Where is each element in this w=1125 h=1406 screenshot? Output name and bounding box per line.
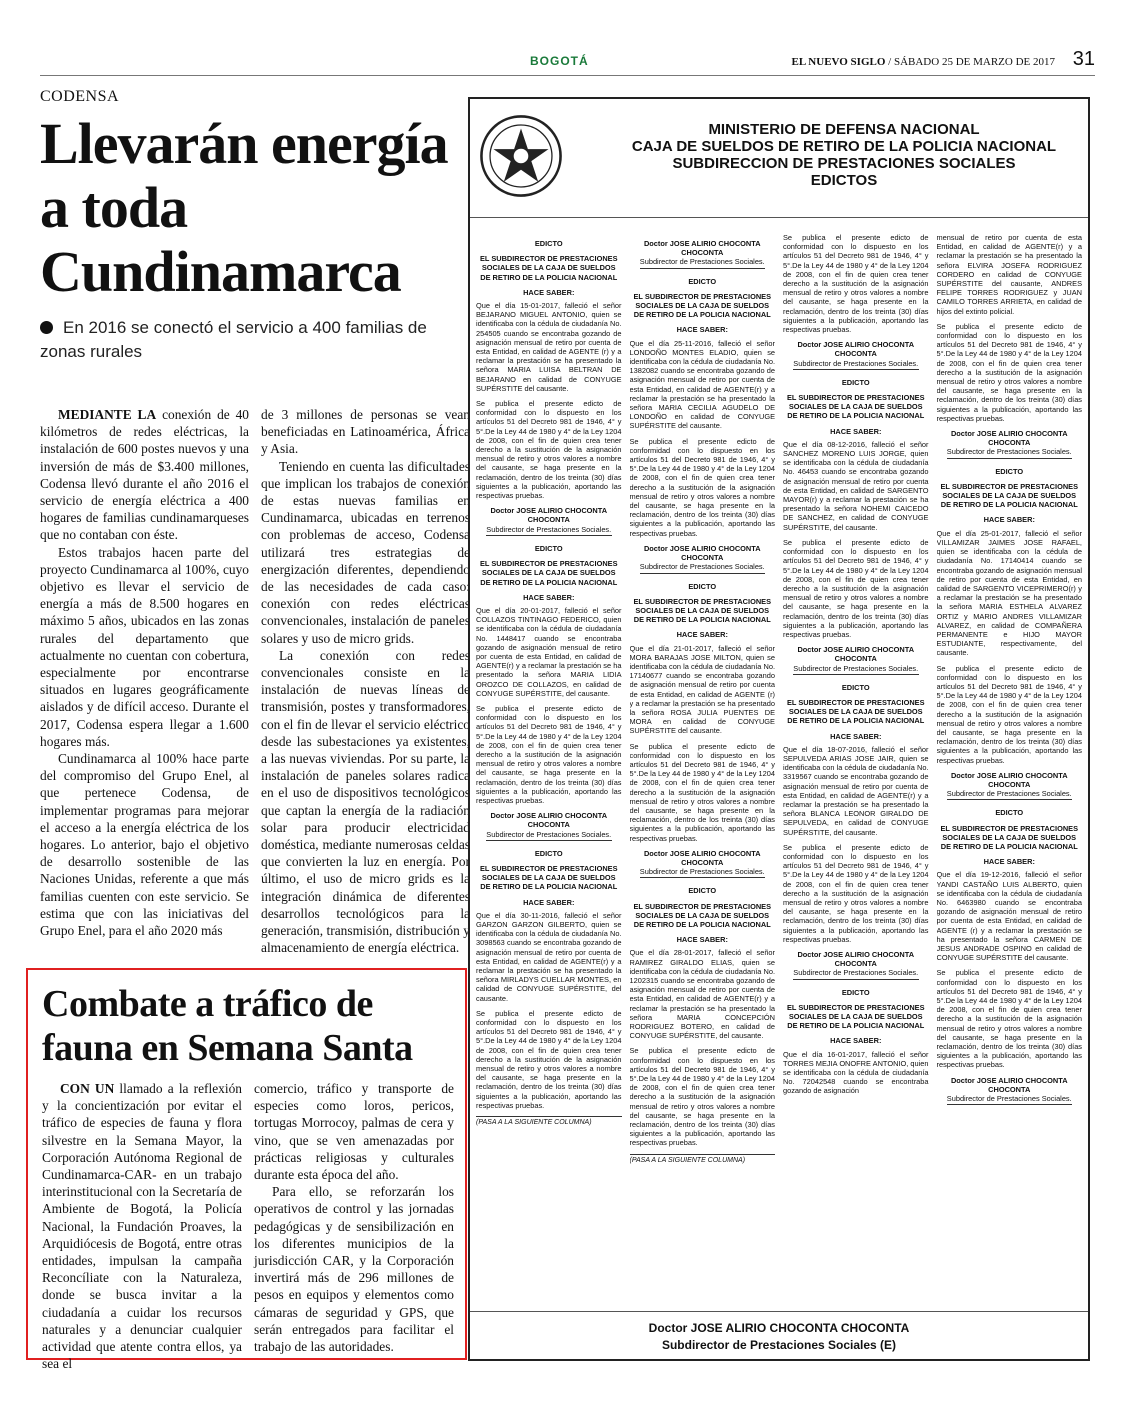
edict-authority: EL SUBDIRECTOR DE PRESTACIONES SOCIALES DE LA CAJA DE SUELDOS DE RETIRO DE LA POLICIA NACIONAL — [786, 393, 925, 421]
edict-signer: Doctor JOSE ALIRIO CHOCONTA CHOCONTA — [950, 1075, 1068, 1094]
edict-authority: EL SUBDIRECTOR DE PRESTACIONES SOCIALES DE LA CAJA DE SUELDOS DE RETIRO DE LA POLICIA NACIONAL — [786, 697, 925, 726]
edicts-title — [610, 121, 1078, 189]
edict-signer-title: Subdirector de Prestaciones Sociales. — [793, 359, 919, 370]
edict-text: Que el día 21-01-2017, falleció el señor MORA BARAJAS JOSE MILTON, quien se identificaba con la cédula de ciudadanía No. 17140677 cuando se encontraba gozando de asignación mensual de retiro por cuenta de esta Entidad, en calidad de AGENTE (r) y a reclamar la prestación se ha presentado la señora ROSA JULIA PUENTES DE MORA en calidad de CONYUGE SUPÉRSTITE del causante. — [629, 643, 775, 736]
edict-signer-title: Subdirector de Prestaciones Sociales. — [640, 562, 766, 573]
edict-text: Se publica el presente edicto de conformidad con lo dispuesto en los artículos 51 del Decreto 981 de 1946, 4° y 5°.De la Ley 44 de 1980 y 4° de la Ley 1204 de 2008, con el fin de quien crea tener derecho a la sustitución de la asignación mensual de retiro y otros valores a nombre del causante, se haga presente en la reclamación, dentro de los treinta (30) días siguientes a la publicación, aportando las respectivas pruebas. — [476, 399, 622, 501]
edict-text: Se publica el presente edicto de conformidad con lo dispuesto en los artículos 51 del Decreto 981 de 1946, 4° y 5°.De la Ley 44 de 1980 y 4° de la Ley 1204 de 2008, con el fin de quien crea tener derecho a la sustitución de la asignación mensual de retiro y otros valores a nombre del causante, se haga presente en la reclamación, dentro de los treinta (30) días siguientes a la publicación, aportando las respectivas pruebas. — [629, 436, 775, 538]
masthead-date — [791, 56, 1055, 68]
edict-hace-saber: HACE SABER: — [676, 935, 728, 945]
edict-authority: EL SUBDIRECTOR DE PRESTACIONES SOCIALES DE LA CAJA DE SUELDOS DE RETIRO DE LA POLICIA NACIONAL — [633, 596, 772, 625]
edict-signer-title: Subdirector de Prestaciones Sociales. — [947, 1094, 1073, 1105]
paragraph-text: conexión de 40 kilómetros de redes eléctricas, la instalación de 600 postes nuevos y una inversión de más de $3.400 millones, Codensa llevó durante el año 2016 el servicio de energía eléctrica a 400 hogares de familias cundinamarqueses que no contaban con éste. — [40, 407, 250, 543]
header-rule — [40, 75, 1095, 76]
edict-label: EDICTO — [841, 377, 870, 387]
edict-text: Que el día 28-01-2017, falleció el señor RAMIREZ GIRALDO ELIAS, quien se identificaba con la cédula de ciudadanía No. 1202315 cuando se encontraba gozando de asignación mensual de retiro por cuenta de esta Entidad, en calidad de AGENTE(r) y a reclamar la prestación se ha presentado la señora MARIA CONCEPCIÓN RODRIGUEZ BOTERO, en calidad de CONYUGE SUPÉRSTITE, del causante. — [629, 948, 775, 1041]
edict-signer: Doctor JOSE ALIRIO CHOCONTA CHOCONTA — [950, 429, 1068, 448]
edict-signer: Doctor JOSE ALIRIO CHOCONTA CHOCONTA — [490, 506, 608, 525]
edict-signer: Doctor JOSE ALIRIO CHOCONTA CHOCONTA — [797, 950, 915, 969]
edict-text: Se publica el presente edicto de conformidad con lo dispuesto en los artículos 51 del Decreto 981 de 1946, 4° y 5°.De la Ley 44 de 1980 y 4° de la Ley 1204 de 2008, con el fin de quien crea tener derecho a la sustitución de la asignación mensual de retiro y otros valores a nombre del causante, se haga presente en la reclamación, dentro de los treinta (30) días siguientes a la publicación, aportando las respectivas pruebas. — [783, 233, 929, 335]
edict-signer-title: Subdirector de Prestaciones Sociales. — [947, 789, 1073, 800]
edict-text: Se publica el presente edicto de conformidad con lo dispuesto en los artículos 51 del Decreto 981 de 1946, 4° y 5°.De la Ley 44 de 1980 y 4° de la Ley 1204 de 2008, con el fin de quien crea tener derecho a la sustitución de la asignación mensual de retiro y otros valores a nombre del causante, se haga presente en la reclamación, dentro de los treinta (30) días siguientes a la publicación, aportando las respectivas pruebas. — [783, 537, 929, 639]
edict-signer-title: Subdirector de Prestaciones Sociales. — [640, 867, 766, 878]
edict-hace-saber: HACE SABER: — [523, 592, 575, 602]
article-fauna — [26, 968, 467, 1372]
paper-name: EL NUEVO SIGLO — [791, 56, 886, 68]
title-line: CAJA DE SUELDOS DE RETIRO DE LA POLICIA NACIONAL — [631, 138, 1057, 155]
edict-label: EDICTO — [534, 848, 563, 858]
edict-text: Que el día 25-11-2016, falleció el señor LONDOÑO MONTES ELADIO, quien se identificaba con la cédula de ciudadanía No. 1382082 cuando se encontraba gozando de asignación mensual de retiro por cuenta de esta Entidad, en calidad de AGENTE(r) y a reclamar la prestación se ha presentado la señora MARIA CECILIA AGUDELO DE LONDOÑO en calidad de CONYUGE SUPÉRSTITE del causante. — [629, 338, 775, 431]
edict-text: Se publica el presente edicto de conformidad con lo dispuesto en los artículos 51 del Decreto 981 de 1946, 4° y 5°.De la Ley 44 de 1980 y 4° de la Ley 1204 de 2008, con el fin de quien crea tener derecho a la sustitución de la asignación mensual de retiro y otros valores a nombre del causante, se haga presente en la reclamación, dentro de los treinta (30) días siguientes a la publicación, aportando las respectivas pruebas. — [936, 663, 1082, 765]
footer-signer: Doctor JOSE ALIRIO CHOCONTA CHOCONTA — [648, 1321, 910, 1335]
edict-signer-title: Subdirector de Prestaciones Sociales. — [793, 664, 919, 675]
edict-signer-title: Subdirector de Prestaciones Sociales. — [793, 968, 919, 979]
deck — [40, 316, 470, 364]
paragraph — [42, 1080, 242, 1372]
edict-text: Que el día 18-07-2016, falleció el señor SEPULVEDA ARIAS JOSE JAIR, quien se identificaba con la cédula de ciudadanía No. 3319567 cuando se encontraba gozando de asignación mensual de retiro por cuenta de esta Entidad, en calidad de AGENTE(r) y a reclamar la prestación se ha presentado la señora BLANCA LEONOR GIRALDO DE SEPULVEDA, en calidad de CONYUGE SUPÉRSTITE, del causante. — [783, 744, 929, 837]
edict-authority: EL SUBDIRECTOR DE PRESTACIONES SOCIALES DE LA CAJA DE SUELDOS DE RETIRO DE LA POLICIA NACIONAL — [479, 863, 618, 892]
edict-label: EDICTO — [995, 808, 1024, 818]
edict-hace-saber: HACE SABER: — [830, 731, 882, 741]
body-column-1 — [40, 406, 249, 957]
edict-text: Se publica el presente edicto de conformidad con lo dispuesto en los artículos 51 del Decreto 981 de 1946, 4° y 5°.De la Ley 44 de 1980 y 4° de la Ley 1204 de 2008, con el fin de quien crea tener derecho a la sustitución de la asignación mensual de retiro y otros valores a nombre del causante, se haga presente en la reclamación, dentro de los treinta (30) días siguientes a la publicación, aportando las respectivas pruebas. — [629, 741, 775, 843]
paragraph: La conexión con redes convencionales consiste en la instalación de nuevas líneas de transmisión, postes y transformadores, con el fin de llevar el servicio eléctrico desde las subestaciones ya existentes, a las nuevas viviendas. Por su parte, la instalación de paneles solares radica en el uso de dispositivos tecnológicos que captan la energía de la radiación solar para producir electricidad doméstica, mediante numerosas celdas que convierten la luz en energía. Por último, el uso de micro grids es la integración dinámica de diferentes desarrollos tecnológicos para la generación, transmisión, distribución y almacenamiento de energía eléctrica. — [261, 647, 470, 956]
edict-label: EDICTO — [688, 886, 717, 896]
edict-hace-saber: HACE SABER: — [676, 325, 728, 335]
page-number: 31 — [1072, 48, 1095, 70]
edict-text: Que el día 25-01-2017, falleció el señor VILLAMIZAR JAIMES JOSE RAFAEL, quien se identificaba con la cédula de ciudadanía No. 17140414 cuando se encontraba gozando de asignación mensual de retiro por cuenta de esta Entidad, en calidad de SARGENTO VICEPRIMERO(r) y a reclamar la prestación se ha presentado la señora MARIA ESTHELA ALVAREZ ORTIZ y MARIO ANDRES VILLAMIZAR ALVAREZ, en calidad de COMPAÑERA PERMANENTE e HIJO MAYOR ESTUDIANTE, respectivamente, del causante. — [936, 528, 1082, 658]
edict-signer: Doctor JOSE ALIRIO CHOCONTA CHOCONTA — [490, 811, 608, 830]
lead-in: CON UN — [60, 1081, 115, 1096]
body-column-2 — [261, 406, 470, 957]
edict-authority: EL SUBDIRECTOR DE PRESTACIONES SOCIALES DE LA CAJA DE SUELDOS DE RETIRO DE LA POLICIA NACIONAL — [940, 823, 1079, 851]
paragraph: Teniendo en cuenta las dificultades que implican los trabajos de conexión de estas nuevas familias en Cundinamarca, ubicadas en terrenos con problemas de acceso, Codensa utilizará tres estrategias de energización diferentes, dependiendo de las necesidades de cada caso: conexión con redes eléctricas convencionales, instalación de paneles solares y uso de micro grids. — [261, 458, 470, 646]
edict-label: EDICTO — [688, 276, 717, 286]
edict-signer: Doctor JOSE ALIRIO CHOCONTA CHOCONTA — [950, 770, 1068, 789]
edict-authority: EL SUBDIRECTOR DE PRESTACIONES SOCIALES DE LA CAJA DE SUELDOS DE RETIRO DE LA POLICIA NACIONAL — [479, 559, 618, 587]
lead-in: MEDIANTE LA — [58, 407, 157, 422]
article-body — [42, 1080, 454, 1372]
edict-signer: Doctor JOSE ALIRIO CHOCONTA CHOCONTA — [797, 340, 915, 359]
edicts-footer — [470, 1311, 1088, 1359]
edict-signer-title: Subdirector de Prestaciones Sociales. — [947, 447, 1073, 458]
edict-label: EDICTO — [534, 543, 563, 553]
edict-authority: EL SUBDIRECTOR DE PRESTACIONES SOCIALES DE LA CAJA DE SUELDOS DE RETIRO DE LA POLICIA NACIONAL — [479, 254, 618, 282]
paragraph: comercio, tráfico y transporte de especies como loros, pericos, tortugas Morrocoy, palmas de cera y vino, que se ven amenazadas por prácticas religiosas y culturales durante esta época del año. — [254, 1081, 454, 1183]
edict-text: Se publica el presente edicto de conformidad con lo dispuesto en los artículos 51 del Decreto 981 de 1946, 4° y 5°.De la Ley 44 de 1980 y 4° de la Ley 1204 de 2008, con el fin de quien crea tener derecho a la sustitución de la asignación mensual de retiro y otros valores a nombre del causante, se haga presente en la reclamación, dentro de los treinta (30) días siguientes a la publicación, aportando las respectivas pruebas. — [783, 842, 929, 944]
edict-label: EDICTO — [995, 466, 1024, 476]
paragraph — [40, 406, 249, 544]
deck-text: En 2016 se conectó el servicio a 400 familias de zonas rurales — [40, 318, 427, 361]
edict-signer: Doctor JOSE ALIRIO CHOCONTA CHOCONTA — [797, 645, 915, 664]
edict-signer-title: Subdirector de Prestaciones Sociales. — [486, 525, 612, 536]
edict-text: Se publica el presente edicto de conformidad con lo dispuesto en los artículos 51 del Decreto 981 de 1946, 4° y 5°.De la Ley 44 de 1980 y 4° de la Ley 1204 de 2008, con el fin de quien crea tener derecho a la sustitución de la asignación mensual de retiro y otros valores a nombre del causante, se haga presente en la reclamación, dentro de los treinta (30) días siguientes a la publicación, aportando las respectivas pruebas. — [936, 968, 1082, 1070]
edict-hace-saber: HACE SABER: — [523, 287, 575, 297]
paragraph: Para ello, se reforzarán los operativos de control y las jornadas pedagógicas y de sensibilización en los diferentes municipios de la jurisdicción CAR, y la Corporación invertirá más de 296 millones de pesos en equipos y elementos como cámaras de seguridad y GPS, que serán entregados para facilitar el trabajo de las autoridades. — [254, 1184, 454, 1355]
issue-date: / SÁBADO 25 DE MARZO DE 2017 — [885, 56, 1055, 68]
continue-note: (PASA A LA SIGUIENTE COLUMNA) — [476, 1116, 622, 1127]
title-line: SUBDIRECCION DE PRESTACIONES SOCIALES — [672, 155, 1016, 172]
edict-hace-saber: HACE SABER: — [830, 1036, 882, 1046]
edict-hace-saber: HACE SABER: — [523, 897, 575, 907]
edict-text: Que el día 15-01-2017, falleció el señor BEJARANO MIGUEL ANTONIO, quien se identificaba con la cédula de ciudadanía No. 254505 cuando se encontraba gozando de asignación mensual de retiro por cuenta de esta Entidad, en calidad de AGENTE (r) y a reclamar la prestación se ha presentado la señora MARIA LUISA BELTRAN DE BEJARANO en calidad de CONYUGE SUPÉRSTITE del causante. — [476, 301, 622, 393]
edict-label: EDICTO — [688, 581, 717, 591]
headline: Llevarán energía a toda Cundinamarca — [40, 111, 448, 304]
edict-text: Que el día 08-12-2016, falleció el señor SANCHEZ MORENO LUIS JORGE, quien se identificaba con la cédula de ciudadanía No. 46453 cuando se encontraba gozando de asignación mensual de retiro por cuenta de esta Entidad, en calidad de SARGENTO MAYOR(r) y a reclamar la prestación se ha presentado la señora NOHEMI CAICEDO DE SANCHEZ, en calidad de CONYUGE SUPÉRSTITE, del causante. — [783, 439, 929, 532]
body-column-1 — [42, 1080, 242, 1372]
police-seal-icon — [478, 113, 564, 199]
edict-authority: EL SUBDIRECTOR DE PRESTACIONES SOCIALES DE LA CAJA DE SUELDOS DE RETIRO DE LA POLICIA NACIONAL — [940, 481, 1079, 510]
edict-text: Que el día 16-01-2017, falleció el señor TORRES MEJIA ONOFRE ANTONIO, quien se identificaba con la cédula de ciudadanía No. 72042548 cuando se encontraba gozando de asignación — [783, 1049, 929, 1096]
edict-hace-saber: HACE SABER: — [983, 515, 1035, 525]
paragraph: Cundinamarca al 100% hace parte del compromiso del Grupo Enel, al que pertenece Codensa, de implementar programas para mejorar el acceso a la energía eléctrica de los hogares. Lo anterior, bajo el objetivo de desarrollo sostenible de las Naciones Unidas, referente a que más familias cuenten con este servicio. Se estima que con las iniciativas del Grupo Enel, para el año 2020 más — [40, 751, 249, 939]
headline: Combate a tráfico de fauna en Semana Santa — [42, 983, 413, 1069]
edict-hace-saber: HACE SABER: — [830, 426, 882, 436]
edict-label: EDICTO — [841, 682, 870, 692]
title-line: EDICTOS — [810, 172, 878, 189]
edict-signer: Doctor JOSE ALIRIO CHOCONTA CHOCONTA — [643, 543, 761, 563]
edicts-columns — [476, 233, 1082, 1298]
edict-text: Se publica el presente edicto de conformidad con lo dispuesto en los artículos 51 del Decreto 981 de 1946, 4° y 5°.De la Ley 44 de 1980 y 4° de la Ley 1204 de 2008, con el fin de quien crea tener derecho a la sustitución de la asignación mensual de retiro y otros valores a nombre del causante, se haga presente en la reclamación, dentro de los treinta (30) días siguientes a la publicación, aportando las respectivas pruebas. — [936, 321, 1082, 423]
edict-signer: Doctor JOSE ALIRIO CHOCONTA CHOCONTA — [643, 848, 761, 867]
edict-signer-title: Subdirector de Prestaciones Sociales. — [640, 257, 766, 268]
edict-text: Se publica el presente edicto de conformidad con lo dispuesto en los artículos 51 del Decreto 981 de 1946, 4° y 5°.De la Ley 44 de 1980 y 4° de la Ley 1204 de 2008, con el fin de quien crea tener derecho a la sustitución de la asignación mensual de retiro y otros valores a nombre del causante, se haga presente en la reclamación, dentro de los treinta (30) días siguientes a la publicación, aportando las respectivas pruebas. — [476, 703, 622, 805]
edict-column-1 — [476, 233, 622, 1298]
edict-text: mensual de retiro por cuenta de esta Entidad, en calidad de AGENTE(r) y a reclamar la prestación se ha presentado la señora ELVIRA JOSEFA RODRIGUEZ CORDERO en calidad de CONYUGE SUPÉRSTITE del causante, ANDRES FELIPE TORRES RODRIGUEZ y JUAN CAMILO TORRES ARRIETA, en calidad de hijos del extinto policial. — [936, 233, 1082, 316]
edict-text: Se publica el presente edicto de conformidad con lo dispuesto en los artículos 51 del Decreto 981 de 1946, 4° y 5°.De la Ley 44 de 1980 y 4° de la Ley 1204 de 2008, con el fin de quien crea tener derecho a la sustitución de la asignación mensual de retiro y otros valores a nombre del causante, se haga presente en la reclamación, dentro de los treinta (30) días siguientes a la publicación, aportando las respectivas pruebas. — [476, 1008, 622, 1110]
edicts-notice — [468, 97, 1090, 1361]
edict-text: Que el día 30-11-2016, falleció el señor GARZON GARZON GILBERTO, quien se identificaba con la cédula de ciudadanía No. 3098563 cuando se encontraba gozando de asignación mensual de retiro por cuenta de esta Entidad, en calidad de AGENTE(r) y a reclamar la prestación se ha presentado la señora MIRLADYS CUELLAR MONTES, en calidad de CONYUGE SUPÉRSTITE, del causante. — [476, 910, 622, 1003]
edict-label: EDICTO — [841, 987, 870, 997]
edicts-header — [470, 99, 1088, 218]
edict-text: Que el día 19-12-2016, falleció el señor YANDI CASTAÑO LUIS ALBERTO, quien se identificaba con la cédula de ciudadanía No. 6463980 cuando se encontraba gozando de asignación mensual de retiro por cuenta de esta Entidad, en calidad de AGENTE (r) y a reclamar la prestación se ha presentado la señora CARMEN DE JESUS ANDRADE OSPINO en calidad de CONYUGE SUPÉRSTITE del causante. — [936, 870, 1082, 963]
edict-column-2 — [630, 233, 776, 1298]
body-column-2 — [254, 1080, 454, 1372]
edict-authority: EL SUBDIRECTOR DE PRESTACIONES SOCIALES DE LA CAJA DE SUELDOS DE RETIRO DE LA POLICIA NACIONAL — [633, 291, 772, 320]
paragraph-text: llamado a la reflexión y la concientización por evitar el tráfico de especies de fauna y flora silvestre en la Semana Mayor, la Corporación Autónoma Regional de Cundinamarca-CAR- en un trabajo interinstitucional con la Secretaría de Ambiente de Bogotá, la Policía Nacional, la Fundación Proaves, la Arquidiócesis de Bogotá, entre otras entidades, impulsan la campaña Reconcíliate con la Naturaleza, donde se busca invitar a la ciudadanía a cuidar los recursos naturales y a denunciar cualquier actividad que atente contra ellos, ya sea el — [42, 1081, 242, 1372]
edict-column-4 — [937, 233, 1083, 1298]
bullet-icon — [40, 321, 53, 334]
section-label: BOGOTÁ — [530, 54, 589, 68]
article-body — [40, 406, 470, 957]
kicker: CODENSA — [40, 88, 120, 105]
edict-authority: EL SUBDIRECTOR DE PRESTACIONES SOCIALES DE LA CAJA DE SUELDOS DE RETIRO DE LA POLICIA NACIONAL — [633, 901, 772, 929]
edict-authority: EL SUBDIRECTOR DE PRESTACIONES SOCIALES DE LA CAJA DE SUELDOS DE RETIRO DE LA POLICIA NACIONAL — [786, 1002, 925, 1031]
edict-signer-title: Subdirector de Prestaciones Sociales. — [486, 830, 612, 841]
continue-note: (PASA A LA SIGUIENTE COLUMNA) — [630, 1154, 776, 1165]
edict-text: Se publica el presente edicto de conformidad con lo dispuesto en los artículos 51 del Decreto 981 de 1946, 4° y 5°.De la Ley 44 de 1980 y 4° de la Ley 1204 de 2008, con el fin de quien crea tener derecho a la sustitución de la asignación mensual de retiro y otros valores a nombre del causante, se haga presente en la reclamación, dentro de los treinta (30) días siguientes a la publicación, aportando las respectivas pruebas. — [629, 1046, 775, 1148]
title-line: MINISTERIO DE DEFENSA NACIONAL — [708, 121, 980, 138]
edict-signer: Doctor JOSE ALIRIO CHOCONTA CHOCONTA — [643, 239, 761, 258]
edict-label: EDICTO — [534, 239, 563, 248]
edict-hace-saber: HACE SABER: — [676, 630, 728, 640]
edict-hace-saber: HACE SABER: — [983, 857, 1035, 867]
edict-text: Que el día 20-01-2017, falleció el señor COLLAZOS TINTINAGO FEDERICO, quien se identificaba con la cédula de ciudadanía No. 1448417 cuando se encontraba gozando de asignación mensual de retiro por cuenta de esta Entidad, en calidad de AGENTE(r) y a reclamar la prestación se ha presentado la señora MARIA LIDIA OROZCO DE COLLAZOS, en calidad de CONYUGE SUPÉRSTITE, del causante. — [476, 605, 622, 698]
page-header — [40, 48, 1095, 76]
paragraph: Estos trabajos hacen parte del proyecto Cundinamarca al 100%, cuyo objetivo es llevar el servicio de energía a más de 8.500 hogares en máximo 5 años, ubicados en las zonas rurales del departamento que actualmente no cuentan con cobertura, especialmente por encontrarse situados en lugares geográficamente aislados y de difícil acceso. Durante el 2017, Codensa espera llegar a 1.600 hogares más. — [40, 544, 249, 749]
article-energy — [40, 88, 470, 956]
footer-signer-title: Subdirector de Prestaciones Sociales (E) — [661, 1338, 897, 1352]
edict-column-3 — [783, 233, 929, 1298]
paragraph: de 3 millones de personas se vean beneficiadas en Latinoamérica, África y Asia. — [261, 407, 470, 457]
